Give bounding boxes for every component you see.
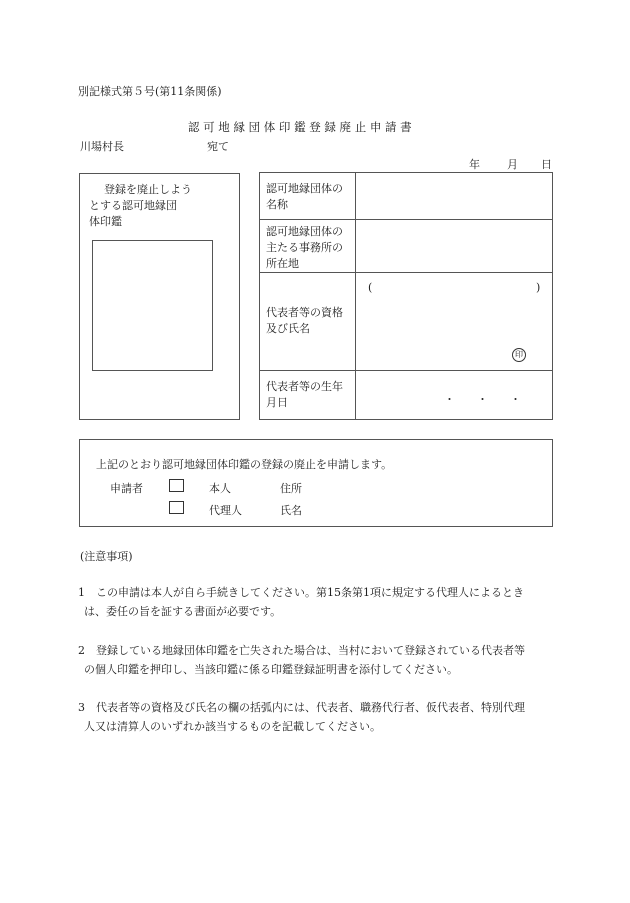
seal-mark-icon: 印 (512, 348, 526, 362)
note-1-line-2: は、委任の旨を証する書面が必要です。 (84, 605, 282, 618)
note-2-line-1: 2 登録している地縁団体印鑑を亡失された場合は、当村において登録されている代表者等 (78, 644, 525, 657)
birth-date-dots: ・ ・ ・ (444, 393, 521, 406)
date-month-label: 月 (507, 158, 518, 171)
note-3-line-2: 人又は清算人のいずれか該当するものを記載してください。 (84, 720, 381, 733)
rep-paren-close: ) (536, 281, 541, 294)
form-number: 別記様式第５号(第11条関係) (78, 85, 222, 98)
agent-option-label: 代理人 (209, 504, 242, 517)
form-title: 認 可 地 縁 団 体 印 鑑 登 録 廃 止 申 請 書 (188, 120, 412, 134)
note-3-line-1: 3 代表者等の資格及び氏名の欄の括弧内には、代表者、職務代行者、仮代表者、特別代理 (78, 701, 525, 714)
birth-date-field[interactable] (356, 371, 552, 419)
statement-box (79, 439, 553, 527)
note-1 (78, 583, 556, 621)
note-2 (78, 641, 556, 679)
office-address-field[interactable] (356, 220, 552, 272)
addressee-suffix: 宛て (207, 140, 229, 153)
address-label: 住所 (280, 482, 302, 495)
seal-box-label-2: とする認可地縁団 (89, 199, 177, 212)
note-3 (78, 698, 556, 736)
office-label-3: 所在地 (266, 257, 299, 270)
office-label-2: 主たる事務所の (266, 241, 343, 254)
date-year-label: 年 (469, 158, 480, 171)
self-option-label: 本人 (209, 482, 231, 495)
seal-box-label-3: 体印鑑 (89, 215, 122, 228)
seal-box (79, 173, 240, 420)
office-label-1: 認可地縁団体の (266, 225, 343, 238)
birth-label-1: 代表者等の生年 (266, 380, 343, 393)
birth-label-2: 月日 (266, 396, 288, 409)
rep-label-1: 代表者等の資格 (266, 306, 343, 319)
org-name-field[interactable] (356, 173, 552, 219)
self-checkbox[interactable] (169, 479, 184, 492)
addressee: 川場村長 (80, 140, 124, 153)
rep-paren-open: ( (368, 281, 373, 294)
note-1-line-1: 1 この申請は本人が自ら手続きしてください。第15条第1項に規定する代理人によるとき (78, 586, 524, 599)
statement-text: 上記のとおり認可地縁団体印鑑の登録の廃止を申請します。 (96, 458, 393, 471)
seal-box-label-1: 登録を廃止しよう (104, 183, 192, 196)
org-name-label-1: 認可地縁団体の (266, 182, 343, 195)
rep-label-2: 及び氏名 (266, 322, 310, 335)
seal-imprint-area[interactable] (92, 240, 213, 371)
agent-checkbox[interactable] (169, 501, 184, 514)
name-label: 氏名 (280, 504, 302, 517)
applicant-label: 申請者 (110, 482, 143, 495)
note-2-line-2: の個人印鑑を押印し、当該印鑑に係る印鑑登録証明書を添付してください。 (84, 663, 458, 676)
notes-heading: (注意事項) (80, 550, 133, 563)
info-table (259, 172, 553, 420)
org-name-label-2: 名称 (266, 198, 288, 211)
date-day-label: 日 (541, 158, 552, 171)
